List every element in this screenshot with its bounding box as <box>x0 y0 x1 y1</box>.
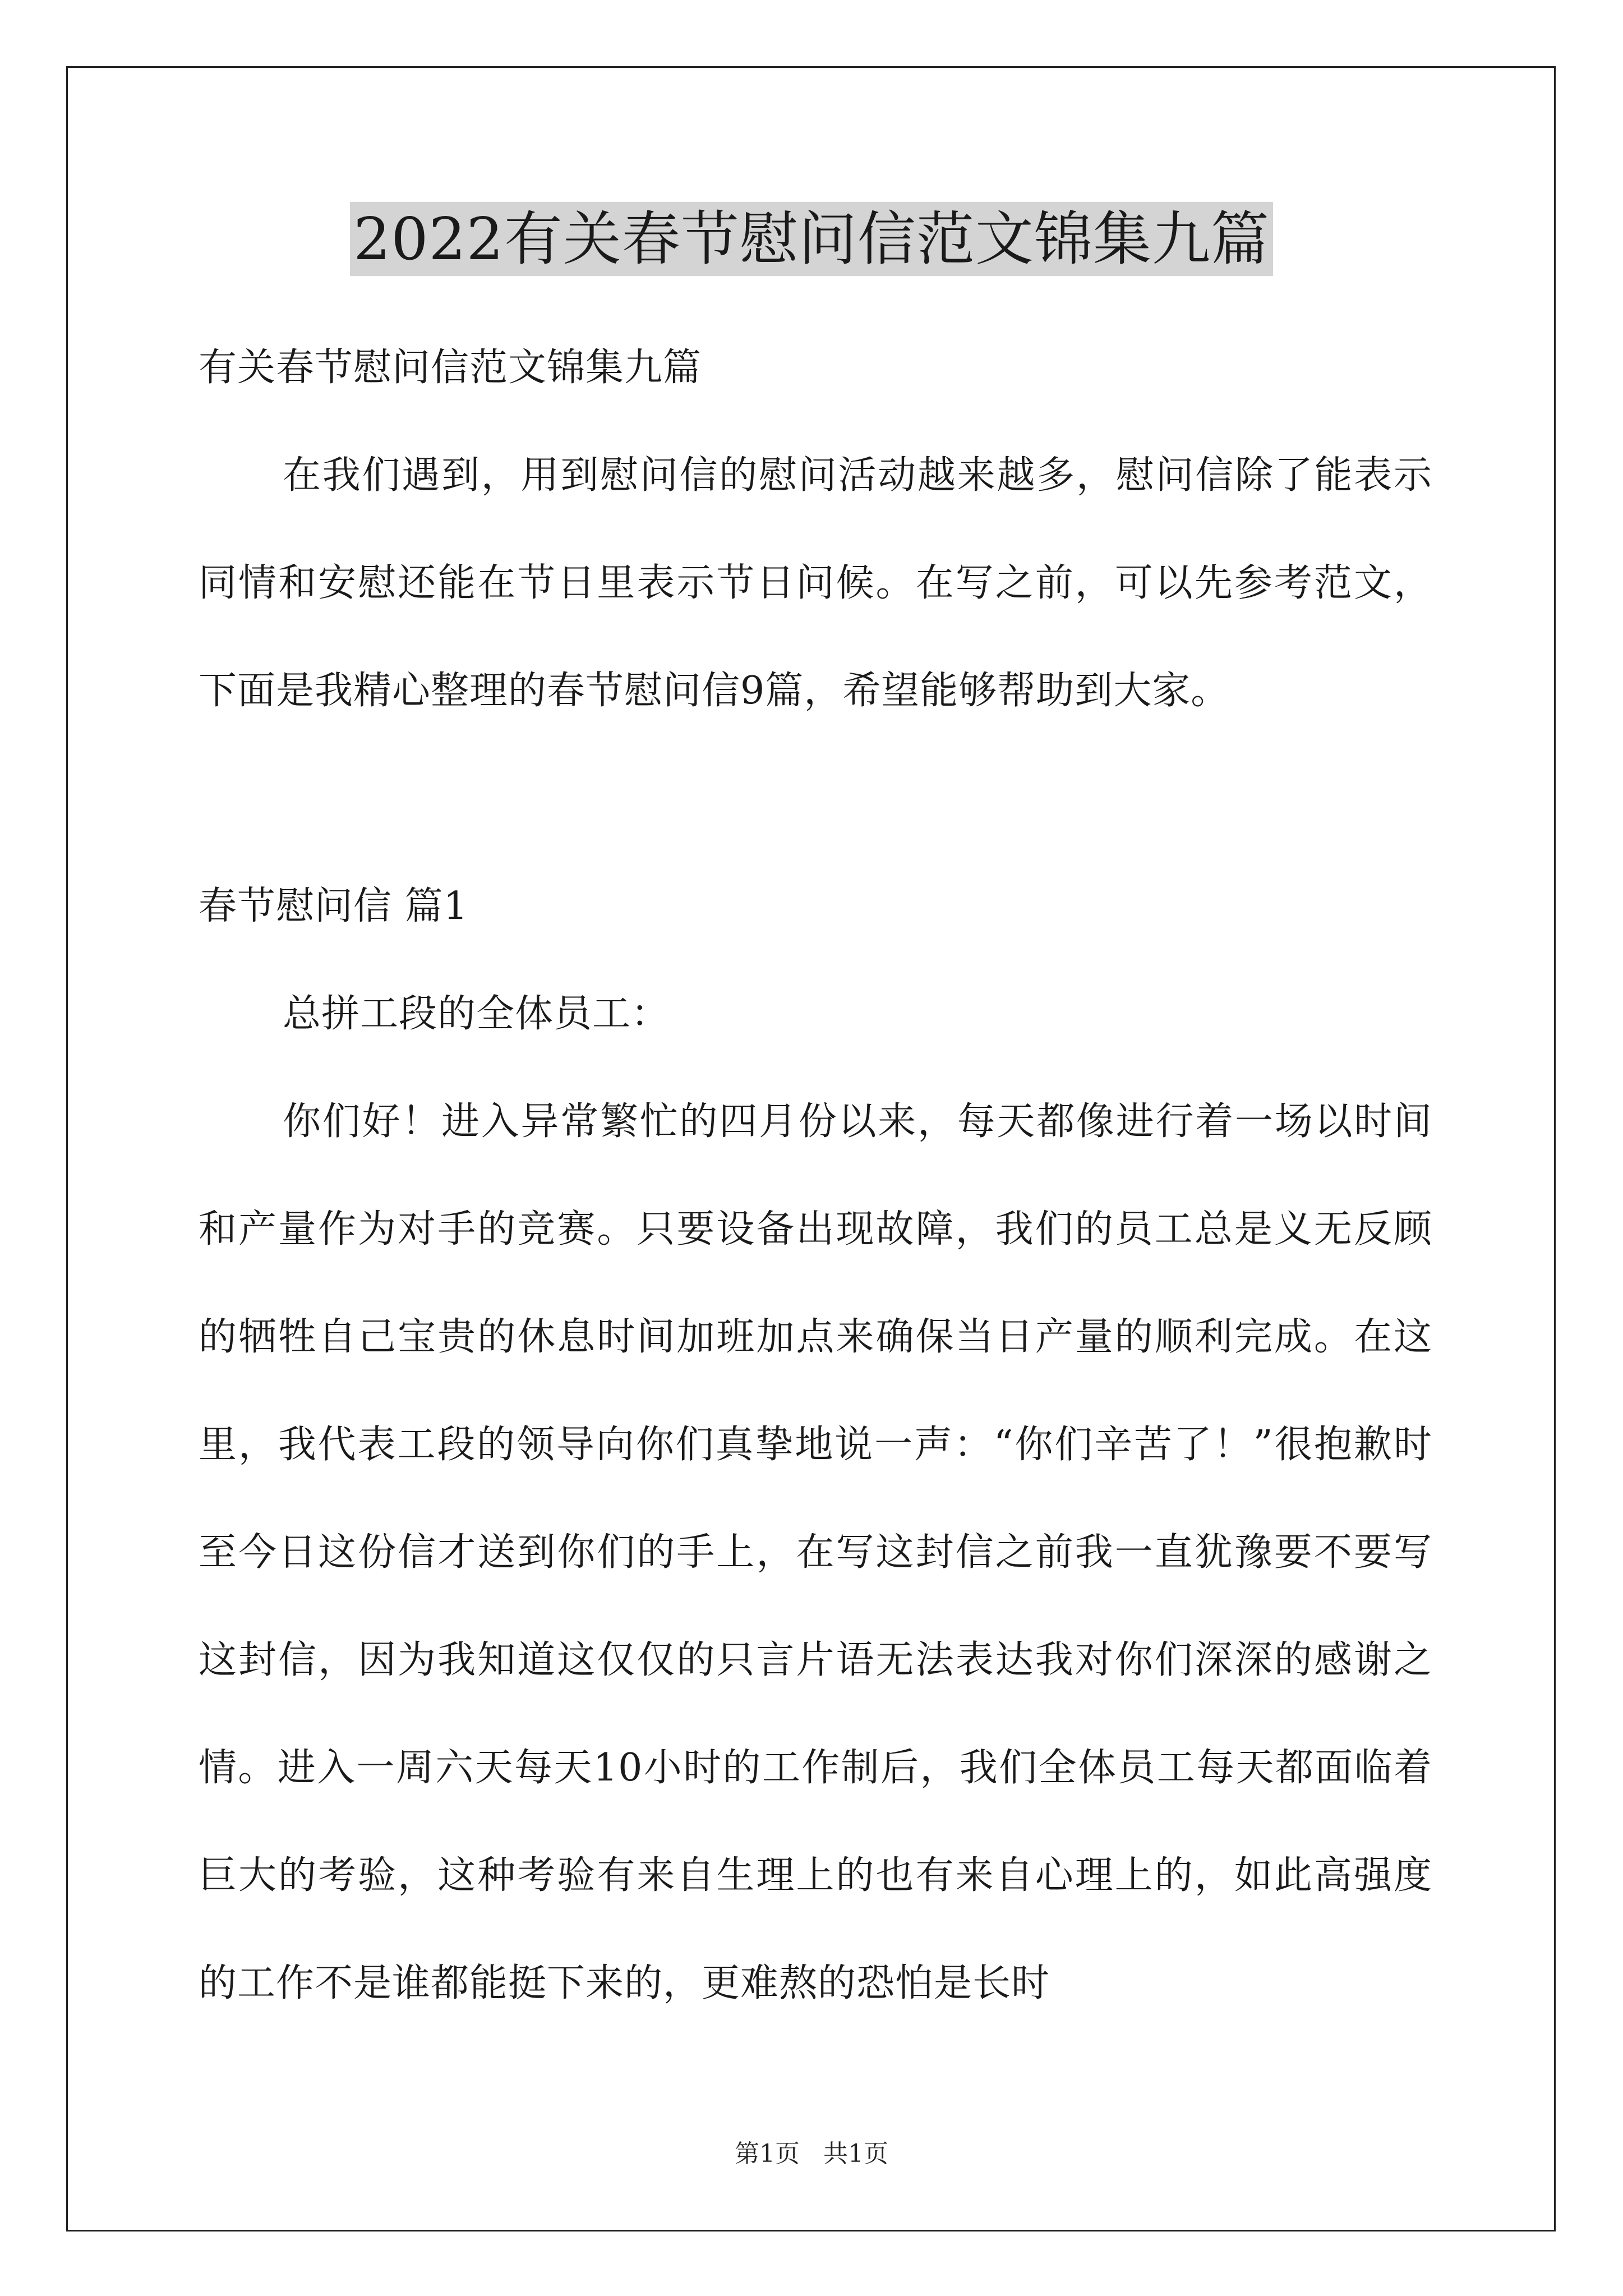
title-container <box>0 202 1623 276</box>
letter-body-paragraph: 你们好！进入异常繁忙的四月份以来，每天都像进行着一场以时间和产量作为对手的竞赛。只要设备出现故障，我们的员工总是义无反顾的牺牲自己宝贵的休息时间加班加点来确保当日产量的顺利完成。在这里，我代表工段的领导向你们真挚地说一声：“你们辛苦了！”很抱歉时至今日这份信才送到你们的手上，在写这封信之前我一直犹豫要不要写这封信，因为我知道这仅仅的只言片语无法表达我对你们深深的感谢之情。进入一周六天每天10小时的工作制后，我们全体员工每天都面临着巨大的考验，这种考验有来自生理上的也有来自心理上的，如此高强度的工作不是谁都能挺下来的，更难熬的恐怕是长时 <box>199 1099 1432 2005</box>
section-spacer <box>199 745 1432 853</box>
intro-paragraph: 在我们遇到，用到慰问信的慰问活动越来越多，慰问信除了能表示同情和安慰还能在节日里表示节日问候。在写之前，可以先参考范文，下面是我精心整理的春节慰问信9篇，希望能够帮助到大家。 <box>199 453 1432 713</box>
document-body <box>199 314 1432 2037</box>
letter-salutation: 总拼工段的全体员工： <box>283 992 670 1036</box>
page-footer <box>0 2137 1623 2171</box>
page-number-total: 共1页 <box>823 2139 888 2168</box>
document-subtitle: 有关春节慰问信范文锦集九篇 <box>199 346 702 390</box>
document-title: 2022有关春节慰问信范文锦集九篇 <box>350 202 1273 276</box>
section-heading: 春节慰问信 篇1 <box>199 884 468 928</box>
page-number-current: 第1页 <box>735 2139 800 2168</box>
